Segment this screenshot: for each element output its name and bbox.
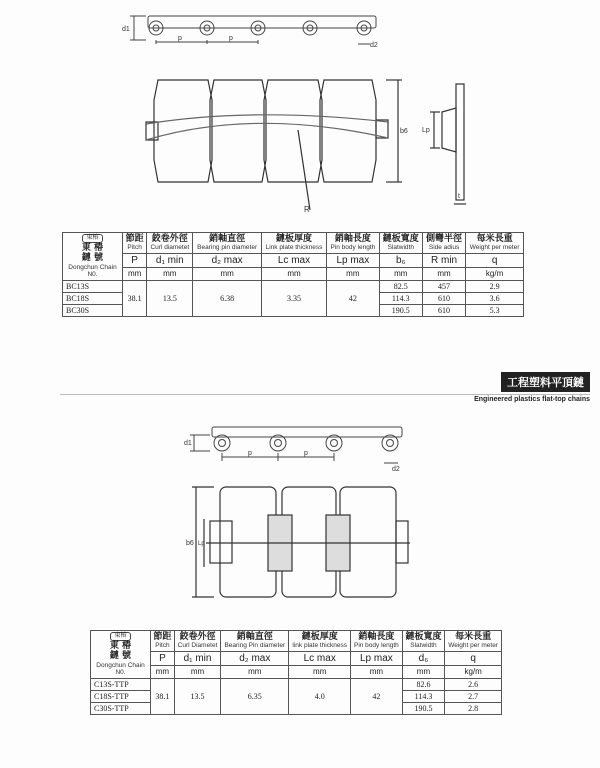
dim-lp-label: Lp: [198, 541, 205, 547]
col-header-pin-len: 銷軸長度 Pin body length: [327, 233, 380, 254]
col-header-pitch: 節距 Pitch: [151, 631, 175, 652]
radius-label: R: [304, 205, 310, 214]
col-header-slat: 鏈板寬度 Slatwidth: [379, 233, 422, 254]
symbol-row: P d₁ min d₂ max Lc max Lp max d₆ q: [91, 651, 502, 666]
dim-p-label: p: [304, 450, 308, 457]
chain-no-header: 東椿 東 椿 鏈 號 Dongchun Chain N0.: [91, 631, 151, 679]
table-row: BC30S 190.5 610 5.3: [63, 304, 524, 316]
section-header: [60, 372, 590, 403]
col-header-thickness: 鏈板厚度 Link plate thickness: [261, 233, 326, 254]
flat-top-chain-drawing-steel: [0, 0, 600, 230]
section-divider: [60, 394, 590, 395]
col-header-radius: 側彎半徑 Side adius: [422, 233, 465, 254]
section-title-zh: 工程塑料平頂鏈: [501, 372, 590, 392]
unit-row: mm mm mm mm mm mm mm kg/m: [63, 268, 524, 280]
top-view-plates: [146, 80, 402, 210]
col-header-slat: 鏈板寬度 Slatwidth: [402, 631, 445, 652]
table-row: C30S-TTP 190.5 2.8: [91, 702, 502, 714]
col-header-thickness: 鏈板厚度 link plate thickness: [289, 631, 351, 652]
dim-d1-label: d1: [184, 440, 192, 447]
col-header-pin-dia: 銷軸直徑 Bearing Pin diameter: [221, 631, 289, 652]
table-row: BC13S 38.1 13.5 6.38 3.35 42 82.5 457 2.9: [63, 280, 524, 292]
side-view-chain: [190, 427, 402, 463]
col-header-weight: 每米長重 Weight per meter: [445, 631, 502, 652]
dim-p-label: p: [229, 35, 233, 42]
dim-d1-label: d1: [122, 26, 130, 33]
dim-d2-label: d2: [370, 42, 378, 49]
dim-t-label: t: [458, 193, 460, 200]
spec-table-plastic: [90, 630, 502, 715]
dim-b6-label: b6: [186, 540, 194, 547]
symbol-row: P d₁ min d₂ max Lc max Lp max b₆ R min q: [63, 253, 524, 268]
dongchun-logo: 東椿: [110, 632, 130, 641]
col-header-weight: 每米長重 Weight per meter: [466, 233, 524, 254]
col-header-curl: 鉸卷外徑 Curl Diametet: [174, 631, 220, 652]
table-row: BC18S 114.3 610 3.6: [63, 292, 524, 304]
col-header-pin-dia: 銷軸直徑 Bearing pin diameter: [193, 233, 262, 254]
side-view-chain: [130, 16, 376, 44]
dim-p-label: p: [248, 450, 252, 457]
dim-d2-label: d2: [392, 466, 400, 473]
col-header-pin-len: 銷軸長度 Pin body length: [351, 631, 403, 652]
dongchun-logo: 東椿: [82, 234, 102, 243]
table-row: C18S-TTP 114.3 2.7: [91, 690, 502, 702]
top-view-plates: [192, 487, 410, 597]
unit-row: mm mm mm mm mm mm kg/m: [91, 666, 502, 678]
table-row: C13S-TTP 38.1 13.5 6.35 4.0 42 82.6 2.6: [91, 678, 502, 690]
col-header-curl: 鉸卷外徑 Curl diametet: [147, 233, 193, 254]
section-title-en: Engineered plastics flat-top chains: [474, 396, 590, 403]
spec-table-steel: [62, 232, 524, 317]
chain-no-header: 東椿 東 椿 鏈 號 Dongchun Chain N0.: [63, 233, 123, 281]
dim-p-label: p: [178, 35, 182, 42]
flat-top-chain-drawing-plastic: [0, 415, 600, 630]
dim-lp-label: Lp: [422, 127, 430, 134]
dim-b6-label: b6: [400, 128, 408, 135]
end-view-profile: [430, 84, 466, 204]
col-header-pitch: 節距 Pitch: [123, 233, 147, 254]
